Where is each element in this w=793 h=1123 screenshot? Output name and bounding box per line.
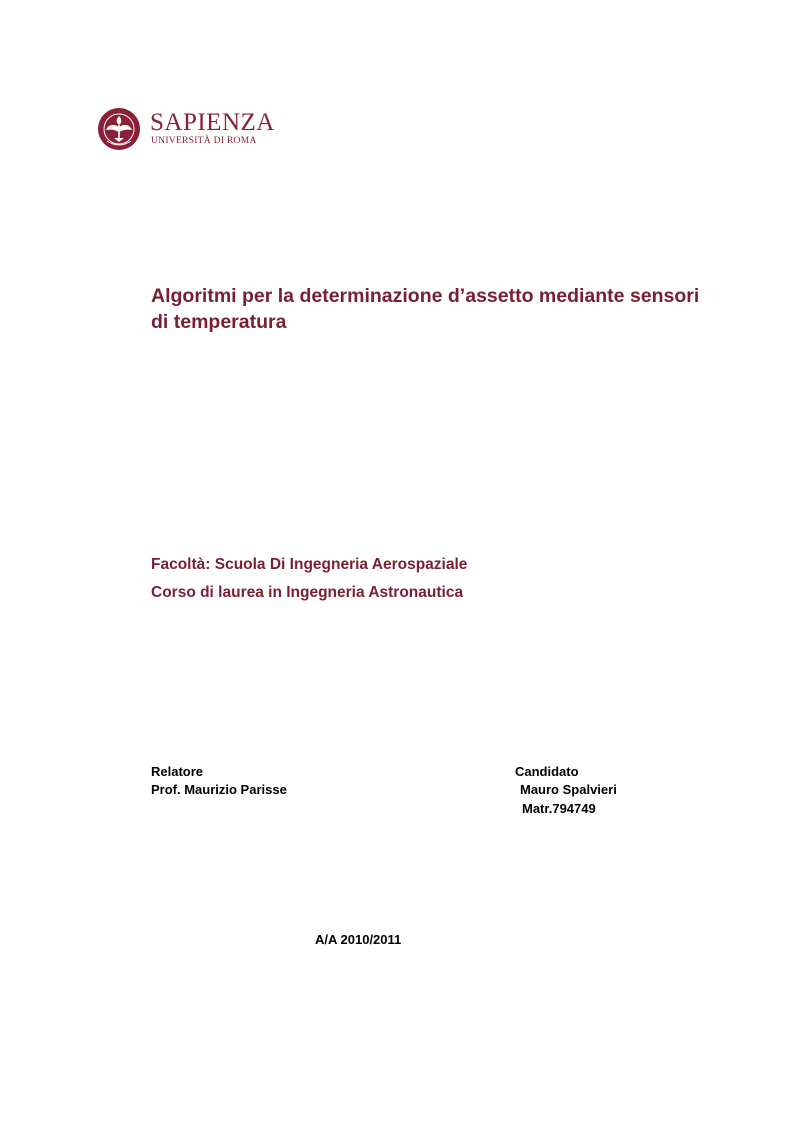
advisor-name: Prof. Maurizio Parisse	[151, 782, 287, 797]
advisor-label: Relatore	[151, 764, 204, 779]
candidate-matricola: Matr.794749	[522, 801, 596, 816]
candidate-name: Mauro Spalvieri	[520, 782, 617, 797]
thesis-title: Algoritmi per la determinazione d’assetto mediante sensori di temperatura	[151, 285, 700, 333]
candidate-label: Candidato	[515, 764, 579, 779]
course-line: Corso di laurea in Ingegneria Astronautica	[151, 584, 464, 601]
sapienza-seal-icon	[97, 105, 141, 153]
university-subtitle: UNIVERSITÀ DI ROMA	[151, 136, 257, 146]
faculty-line: Facoltà: Scuola Di Ingegneria Aerospaziale	[151, 556, 468, 573]
university-name: SAPIENZA	[150, 109, 275, 136]
academic-year: A/A 2010/2011	[315, 932, 402, 947]
